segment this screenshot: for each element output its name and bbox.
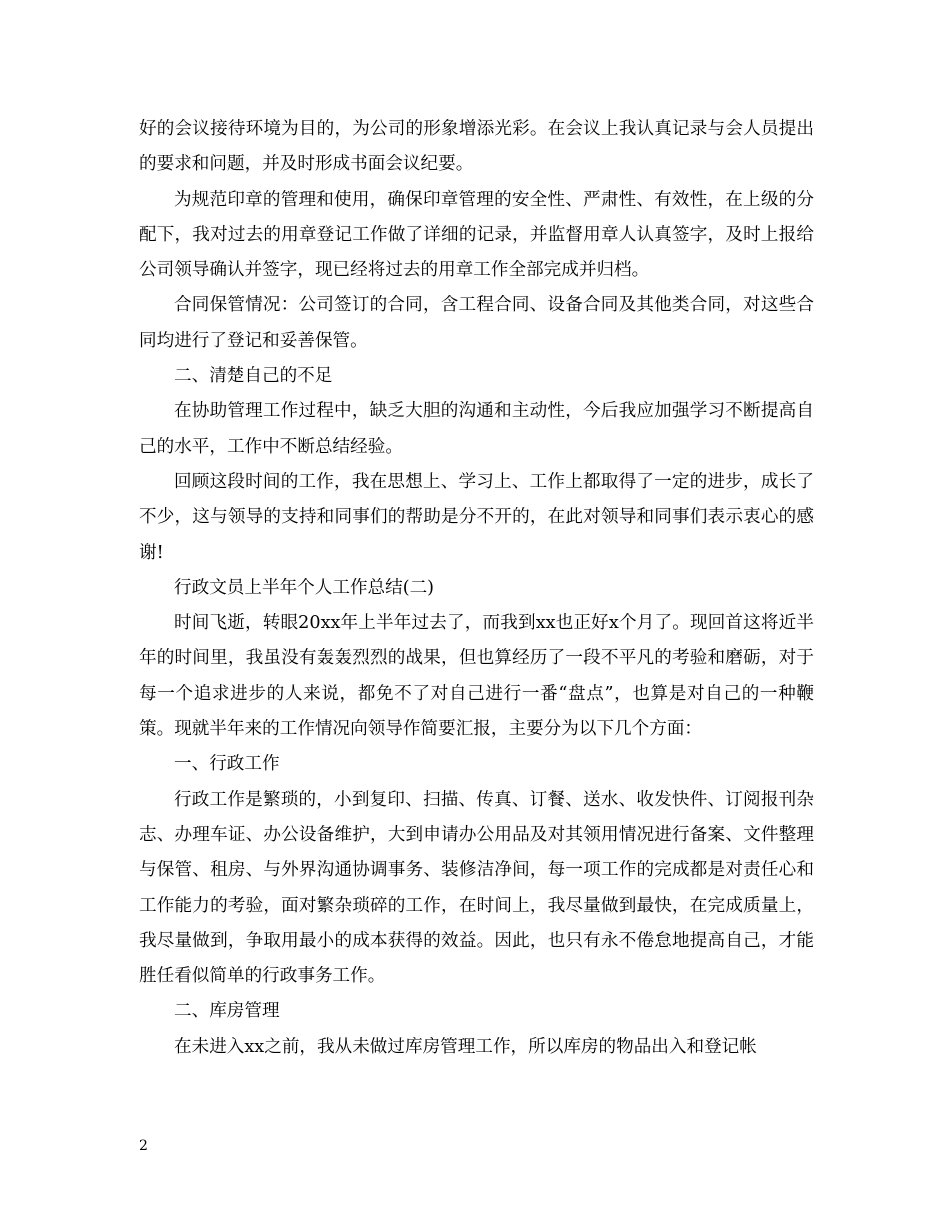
section-heading: 二、库房管理 [174, 1001, 280, 1022]
paragraph: 行政工作是繁琐的，小到复印、扫描、传真、订餐、送水、收发快件、订阅报刊杂志、办理车证、办公设备维护，大到申请办公用品及对其领用情况进行备案、文件整理与保管、租房、与外界沟通协调事务、装修洁净间，每一项工作的完成都是对责任心和工作能力的考验，面对繁杂琐碎的工作，在时间上，我尽量做到最快，在完成质量上，我尽量做到，争取用最小的成本获得的效益。因此，也只有永不倦怠地提高自己，才能胜任看似简单的行政事务工作。 [139, 789, 814, 987]
document-body [139, 112, 814, 1065]
section-heading: 一、行政工作 [174, 754, 280, 775]
paragraph: 好的会议接待环境为目的，为公司的形象增添光彩。在会议上我认真记录与会人员提出的要求和问题，并及时形成书面会议纪要。 [139, 119, 814, 175]
article-title: 行政文员上半年个人工作总结(二) [174, 577, 435, 598]
paragraph: 时间飞逝，转眼20xx年上半年过去了，而我到xx也正好x个月了。现回首这将近半年的时间里，我虽没有轰轰烈烈的战果，但也算经历了一段不平凡的考验和磨砺，对于每一个追求进步的人来说，都免不了对自己进行一番“盘点”，也算是对自己的一种鞭策。现就半年来的工作情况向领导作简要汇报，主要分为以下几个方面： [139, 613, 814, 740]
paragraph: 为规范印章的管理和使用，确保印章管理的安全性、严肃性、有效性，在上级的分配下，我对过去的用章登记工作做了详细的记录，并监督用章人认真签字，及时上报给公司领导确认并签字，现已经将过去的用章工作全部完成并归档。 [139, 189, 814, 281]
page-number: 2 [139, 1138, 148, 1154]
paragraph: 合同保管情况：公司签订的合同，含工程合同、设备合同及其他类合同，对这些合同均进行了登记和妥善保管。 [139, 295, 814, 351]
section-heading: 二、清楚自己的不足 [174, 366, 333, 387]
paragraph: 回顾这段时间的工作，我在思想上、学习上、工作上都取得了一定的进步，成长了不少，这与领导的支持和同事们的帮助是分不开的，在此对领导和同事们表示衷心的感谢! [139, 471, 814, 563]
paragraph: 在协助管理工作过程中，缺乏大胆的沟通和主动性，今后我应加强学习不断提高自己的水平，工作中不断总结经验。 [139, 401, 814, 457]
paragraph: 在未进入xx之前，我从未做过库房管理工作，所以库房的物品出入和登记帐 [174, 1036, 757, 1057]
